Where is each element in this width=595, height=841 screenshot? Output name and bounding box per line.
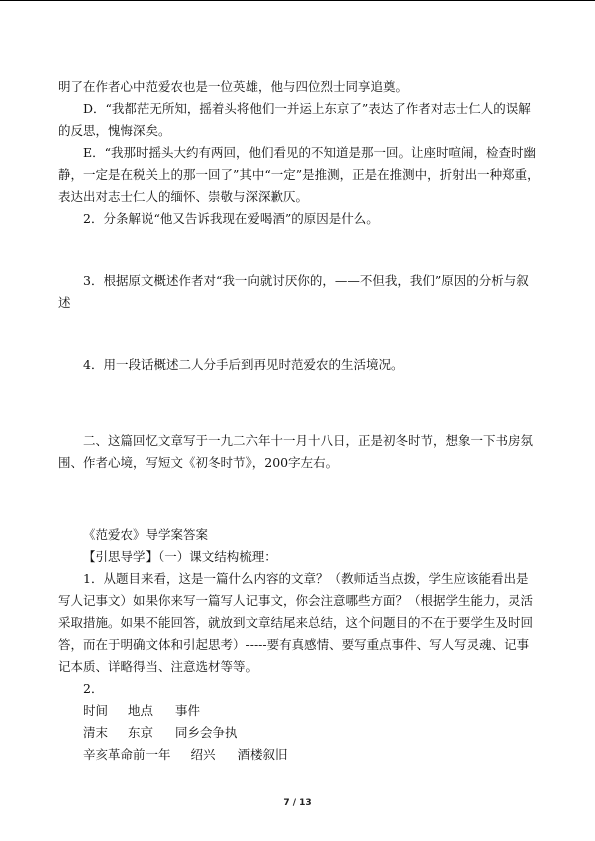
- question-4: 4．用一段话概述二人分手后到再见时范爱农的生活境况。: [83, 357, 404, 372]
- cell-time: 时间: [83, 703, 109, 718]
- cell-place: 地点: [128, 703, 154, 718]
- cell-time: 辛亥革命前一年: [83, 747, 171, 762]
- structure-row: [58, 744, 540, 766]
- document-body: [58, 76, 540, 766]
- question-3: 3．根据原文概述作者对“我一向就讨厌你的，——不但我，我们”原因的分析与叙述: [58, 273, 529, 310]
- section-two-task: 二、这篇回忆文章写于一九二六年十一月十八日，正是初冬时节，想象一下书房氛围、作者心境，写短文《初冬时节》，200字左右。: [58, 433, 534, 470]
- answer-q1: 1．从题目来看，这是一篇什么内容的文章？（教师适当点拨，学生应该能看出是写人记事文）如果你来写一篇写人记事文，你会注意哪些方面？（根据学生能力，灵活采取措施。如果不能回答，就放到文章结尾来总结，这个问题目的不在于要学生及时回答，而在于明确文体和引起思考）-----要有真感情、要写重点事件、写人写灵魂、记事记本质、详略得当、注意选材等等。: [58, 571, 534, 674]
- answer-title: 《范爱农》导学案答案: [83, 527, 209, 542]
- paragraph-continuation: 明了在作者心中范爱农也是一位英雄，他与四位烈士同享追奠。: [58, 79, 409, 94]
- answer-section-heading: 【引思导学】（一）课文结构梳理：: [83, 549, 277, 564]
- top-rule: [0, 0, 595, 1]
- option-e: E．“我那时摇头大约有两回，他们看见的不知道是那一回。让座时喧闹，检查时幽静，一定是在税关上的那一回了”其中“一定”是推测，正是在推测中，折射出一种郑重，表达出对志士仁人的缅怀、崇敬与深深歉仄。: [58, 145, 540, 204]
- structure-row-header: [58, 700, 540, 722]
- cell-time: 清末: [83, 725, 109, 740]
- structure-row: [58, 722, 540, 744]
- question-2: 2．分条解说“他又告诉我现在爱喝酒”的原因是什么。: [83, 211, 379, 226]
- page-number: 7 / 13: [283, 798, 312, 808]
- cell-event: 酒楼叙旧: [237, 747, 288, 762]
- cell-event: 同乡会争执: [175, 725, 238, 740]
- option-d: D．“我都茫无所知，摇着头将他们一并运上东京了”表达了作者对志士仁人的误解的反思，愧悔深矣。: [58, 101, 531, 138]
- cell-place: 东京: [128, 725, 154, 740]
- cell-event: 事件: [175, 703, 201, 718]
- answer-q2: 2．: [83, 681, 104, 696]
- cell-place: 绍兴: [190, 747, 216, 762]
